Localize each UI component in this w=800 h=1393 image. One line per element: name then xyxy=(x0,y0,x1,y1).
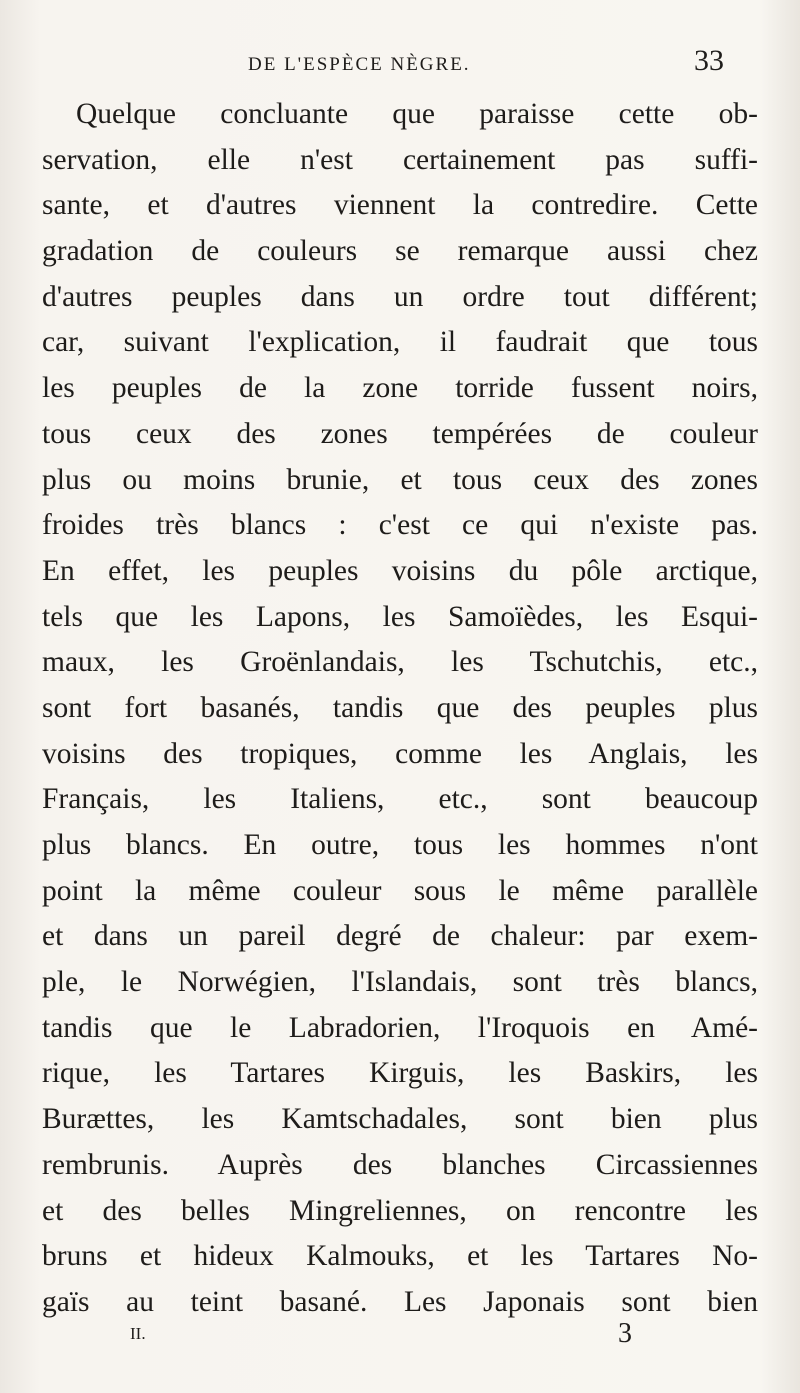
text-line: maux, les Groënlandais, les Tschutchis, etc., xyxy=(42,646,758,679)
text-line: En effet, les peuples voisins du pôle arctique, xyxy=(42,554,758,587)
text-line: point la même couleur sous le même parallèle xyxy=(42,874,758,907)
running-head xyxy=(0,44,800,84)
text-line: tandis que le Labradorien, l'Iroquois en Amé- xyxy=(42,1011,758,1044)
text-line: bruns et hideux Kalmouks, et les Tartares No- xyxy=(42,1240,758,1273)
text-line: sante, et d'autres viennent la contredire. Cette xyxy=(42,189,758,222)
text-line: gaïs au teint basané. Les Japonais sont bien xyxy=(42,1285,758,1318)
text-line: et dans un pareil degré de chaleur: par exem- xyxy=(42,920,758,953)
text-line: Français, les Italiens, etc., sont beaucoup xyxy=(42,783,758,816)
text-line: voisins des tropiques, comme les Anglais, les xyxy=(42,737,758,770)
text-line: plus blancs. En outre, tous les hommes n'ont xyxy=(42,829,758,861)
text-line: gradation de couleurs se remarque aussi chez xyxy=(42,235,758,268)
text-line: servation, elle n'est certainement pas suffi- xyxy=(42,143,758,176)
text-line: plus ou moins brunie, et tous ceux des zones xyxy=(42,463,758,496)
text-line: rembrunis. Auprès des blanches Circassiennes xyxy=(42,1148,758,1181)
text-line: tous ceux des zones tempérées de couleur xyxy=(42,417,758,450)
text-line: les peuples de la zone torride fussent noirs, xyxy=(42,372,758,405)
text-line: tels que les Lapons, les Samoïèdes, les Esqui- xyxy=(42,600,758,633)
text-line: car, suivant l'explication, il faudrait que tous xyxy=(42,326,758,359)
text-line: rique, les Tartares Kirguis, les Baskirs, les xyxy=(42,1057,758,1090)
running-title: DE L'ESPÈCE NÈGRE. xyxy=(248,54,471,75)
text-line: sont fort basanés, tandis que des peuples plus xyxy=(42,691,758,724)
page-number: 33 xyxy=(694,44,724,77)
page-footer xyxy=(0,1318,800,1358)
signature-mark-right: 3 xyxy=(618,1318,632,1349)
text-line: et des belles Mingreliennes, on rencontre les xyxy=(42,1194,758,1227)
text-line: d'autres peuples dans un ordre tout différent; xyxy=(42,280,758,313)
signature-mark-left: II. xyxy=(130,1324,146,1343)
text-line: Burættes, les Kamtschadales, sont bien plus xyxy=(42,1103,758,1136)
text-line: ple, le Norwégien, l'Islandais, sont très blancs, xyxy=(42,966,758,999)
body-text xyxy=(42,92,758,1326)
text-line: Quelque concluante que paraisse cette ob- xyxy=(76,98,758,130)
text-line: froides très blancs : c'est ce qui n'existe pas. xyxy=(42,509,758,542)
